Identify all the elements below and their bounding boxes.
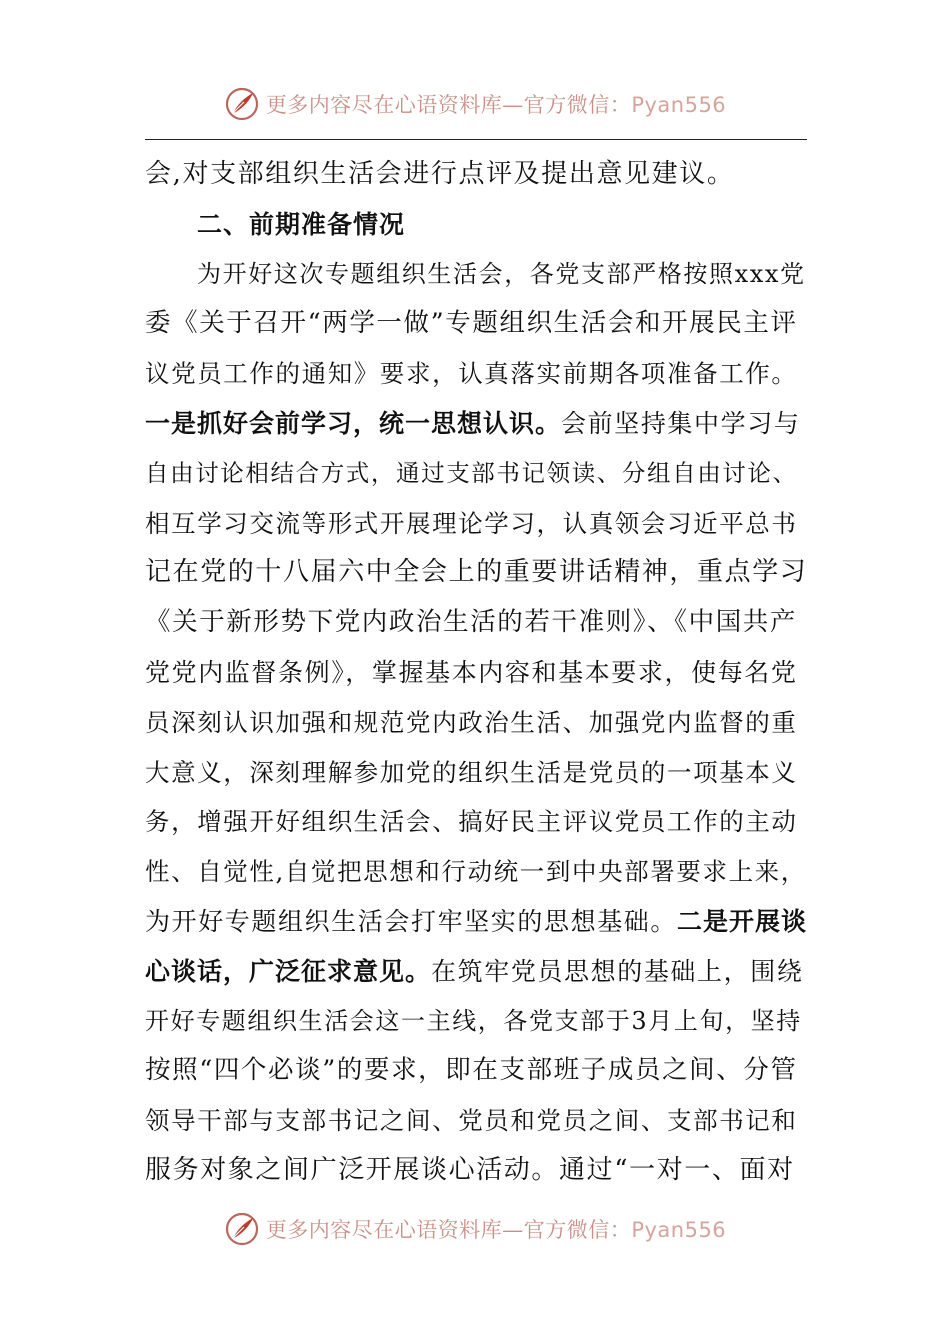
quill-logo-icon <box>224 1211 260 1247</box>
paragraph-line: 党党内监督条例》，掌握基本内容和基本要求，使每名党 <box>145 657 798 687</box>
paragraph-line: 自由讨论相结合方式，通过支部书记领读、分组自由讨论、 <box>145 458 798 487</box>
paragraph-line: 服务对象之间广泛开展谈心活动。通过“一对一、面对 <box>145 1154 795 1185</box>
paragraph-line: 务，增强开好组织生活会、搞好民主评议党员工作的主动 <box>145 807 798 837</box>
paragraph-line: 委《关于召开“两学一做”专题组织生活会和开展民主评 <box>145 308 798 339</box>
watermark-text <box>266 1214 726 1244</box>
quill-logo-icon <box>224 86 260 122</box>
header-watermark <box>0 82 950 126</box>
wechat-id: Pyan556 <box>631 93 727 117</box>
paragraph-line: 议党员工作的通知》要求，认真落实前期各项准备工作。 <box>145 359 798 389</box>
paragraph-line: 记在党的十八届六中全会上的重要讲话精神，重点学习 <box>145 557 808 588</box>
footer-watermark <box>0 1207 950 1251</box>
paragraph-line: 相互学习交流等形式开展理论学习，认真领会习近平总书 <box>145 508 798 538</box>
paragraph-line: 性、自觉性,自觉把思想和行动统一到中央部署要求上来， <box>145 857 807 887</box>
paragraph-line: 会,对支部组织生活会进行点评及提出意见建议。 <box>145 159 735 189</box>
paragraph-line: 《关于新形势下党内政治生活的若干准则》、《中国共产 <box>145 607 798 638</box>
paragraph-line: 员深刻认识加强和规范党内政治生活、加强党内监督的重 <box>145 707 798 737</box>
bold-lead: 一是抓好会前学习，统一思想认识。 <box>145 408 562 438</box>
paragraph-line: 按照“四个必谈”的要求，即在支部班子成员之间、分管 <box>145 1055 798 1086</box>
paragraph-line: 为开好专题组织生活会打牢坚实的思想基础。二是开展谈 <box>145 906 808 936</box>
paragraph-line: 为开好这次专题组织生活会，各党支部严格按照xxx党 <box>197 259 806 288</box>
paragraph-line: 大意义，深刻理解参加党的组织生活是党员的一项基本义 <box>145 757 798 787</box>
paragraph-line: 心谈话，广泛征求意见。在筑牢党员思想的基础上，围绕 <box>145 956 804 986</box>
paragraph-line: 一是抓好会前学习，统一思想认识。会前坚持集中学习与 <box>145 408 801 438</box>
paragraph-line: 领导干部与支部书记之间、党员和党员之间、支部书记和 <box>145 1106 798 1136</box>
watermark-label: 更多内容尽在心语资料库—官方微信： <box>265 1218 632 1242</box>
paragraph-line: 开好专题组织生活会这一主线，各党支部于3月上旬，坚持 <box>145 1006 802 1035</box>
bold-lead: 二是开展谈 <box>677 906 808 936</box>
wechat-id: Pyan556 <box>631 1218 727 1242</box>
section-heading: 二、前期准备情况 <box>197 209 406 239</box>
bold-lead: 心谈话，广泛征求意见。 <box>145 956 432 986</box>
document-body <box>145 150 807 1196</box>
header-rule <box>145 139 807 140</box>
watermark-text <box>266 89 726 119</box>
watermark-label: 更多内容尽在心语资料库—官方微信： <box>265 93 632 117</box>
